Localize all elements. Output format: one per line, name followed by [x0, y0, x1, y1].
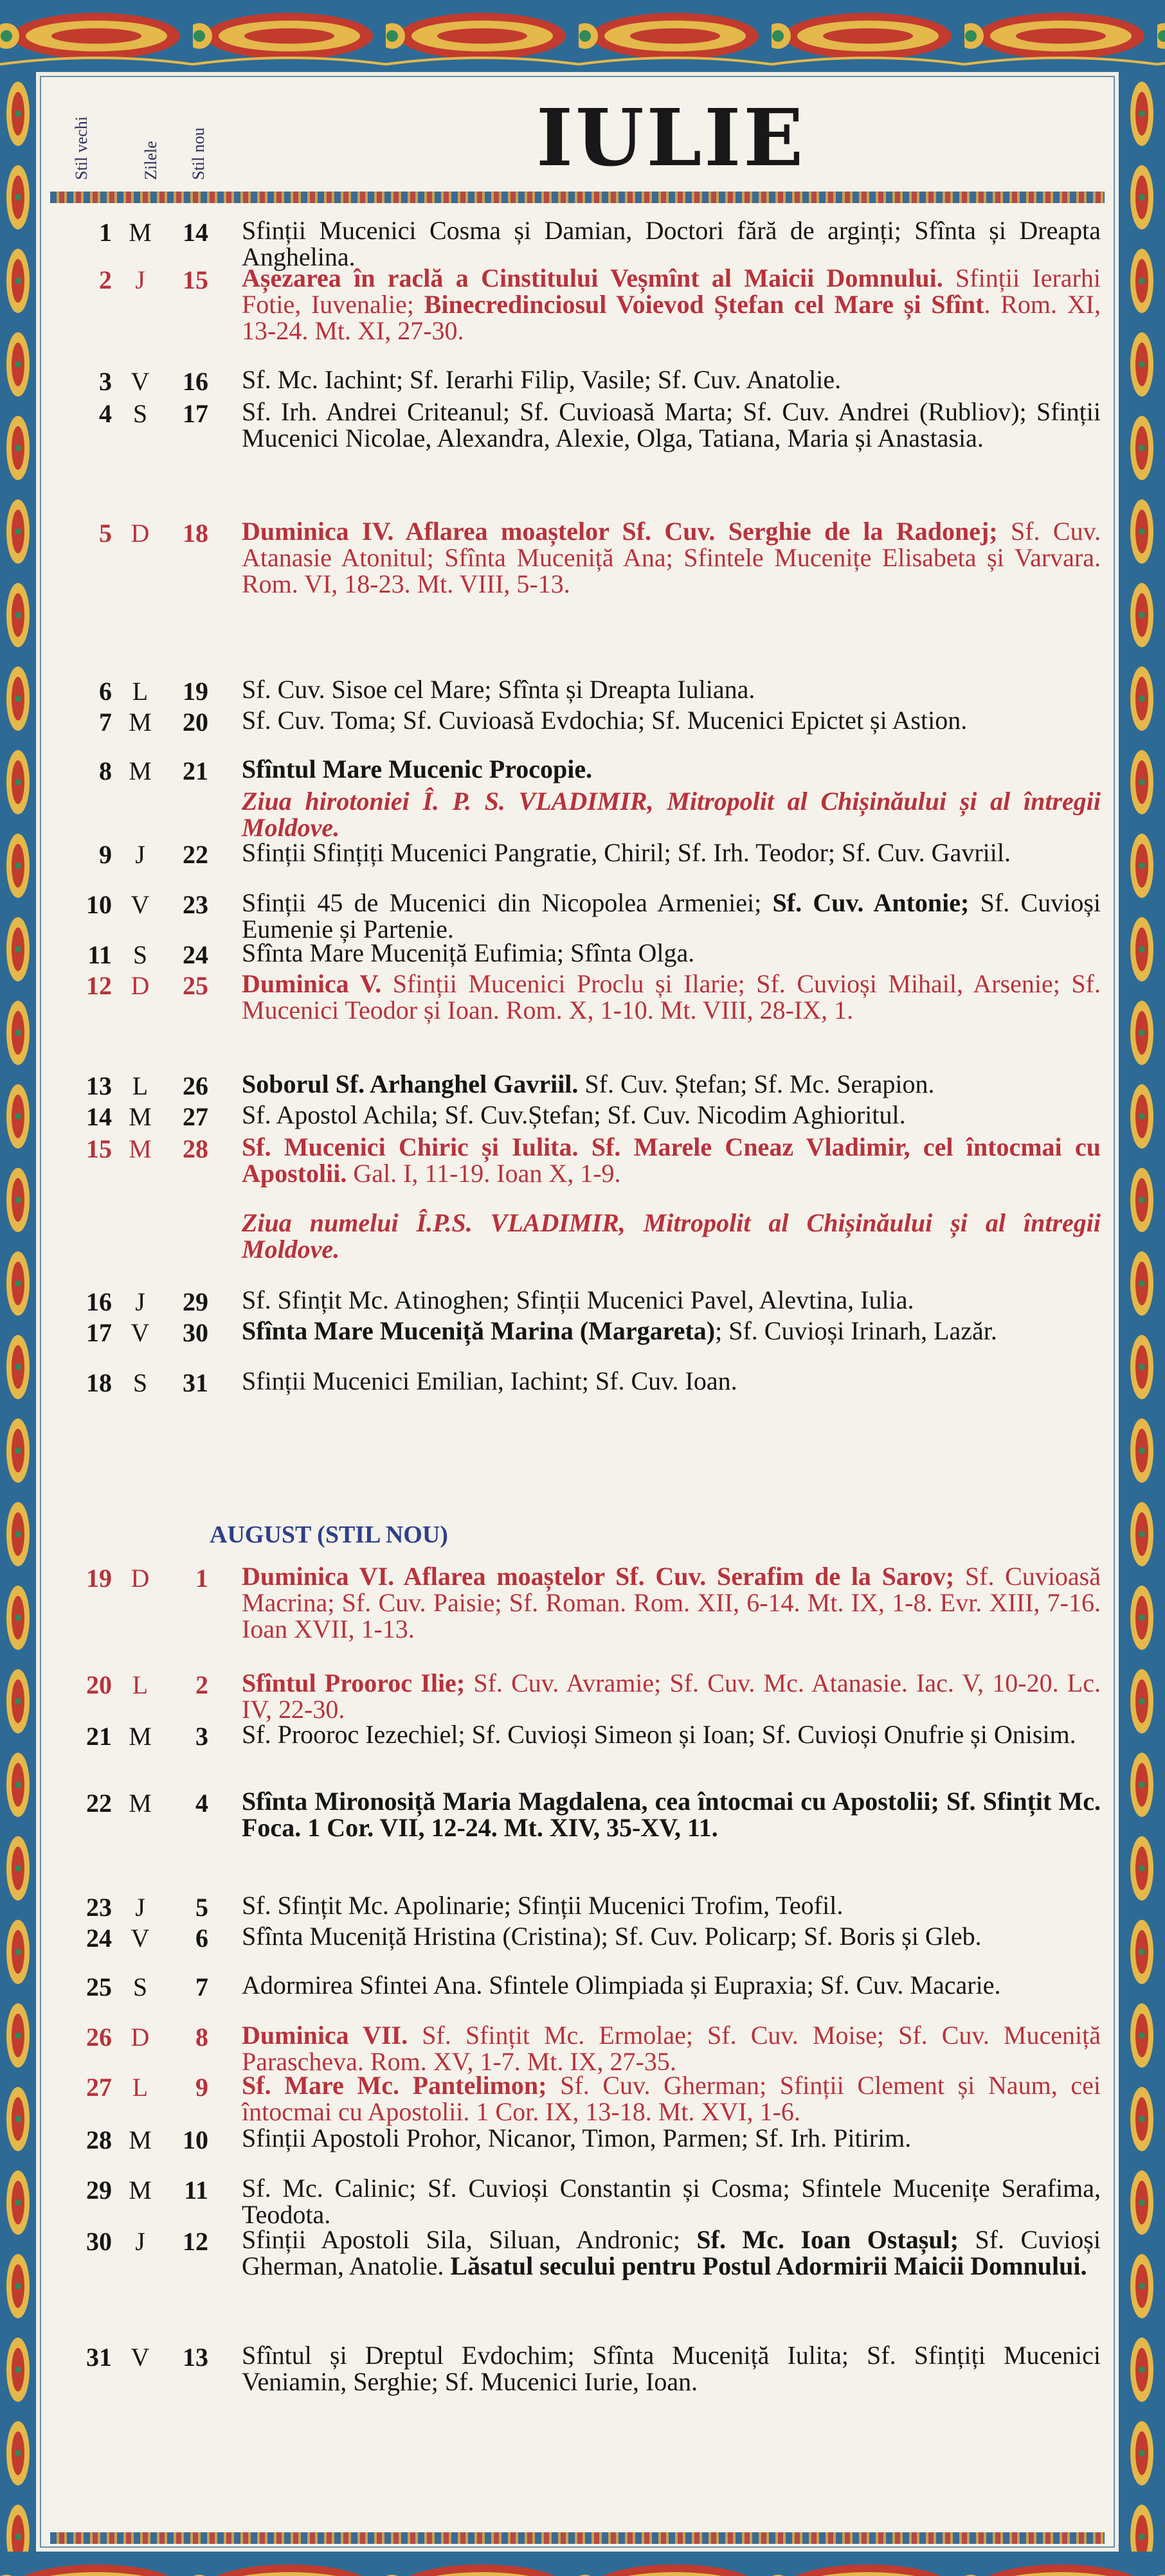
weekday-letter: V: [131, 367, 150, 396]
new-style-date: 17: [183, 399, 208, 428]
weekday-letter: J: [135, 840, 145, 869]
new-style-date: 10: [183, 2125, 208, 2154]
commemoration-text: [242, 366, 1101, 393]
old-style-date: 3: [99, 367, 112, 396]
weekday-letter: L: [132, 677, 149, 706]
commemoration-segment: Sf. Mare Mc. Pantelimon;: [242, 2071, 547, 2100]
ornamental-left-border: [0, 72, 36, 2552]
commemoration-segment: Sfinții Apostoli Prohor, Nicanor, Timon, Parmen; Sf. Irh. Pitirim.: [242, 2124, 912, 2152]
commemoration-segment: Așezarea în raclă a Cinstitului Veșmînt al Maicii Domnului.: [242, 264, 943, 292]
old-style-date: 11: [87, 940, 112, 969]
commemoration-segment: Sf. Cuvioasă Macrina; Sf. Cuv. Paisie; Sf. Roman. Rom. XII, 6-14. Mt. IX, 1-8. Evr. XIII, 7-16. Ioan XVII, 1-13.: [242, 1562, 1101, 1643]
weekday-letter: M: [129, 708, 152, 737]
weekday-letter: D: [131, 971, 150, 1000]
weekday-letter: L: [132, 1071, 149, 1100]
commemoration-segment: Sfinții Ierarhi Fotie, Iuvenalie;: [242, 264, 1101, 319]
new-style-date: 28: [183, 1134, 208, 1163]
new-style-date: 31: [183, 1368, 208, 1397]
commemoration-segment: Ziua numelui Î.P.S. VLADIMIR, Mitropolit al Chișinăului și al întregii Moldove.: [242, 1208, 1101, 1264]
new-style-date: 26: [183, 1071, 208, 1100]
commemoration-text: [242, 940, 1101, 966]
new-style-date: 23: [183, 890, 208, 919]
old-style-date: 7: [99, 708, 112, 737]
commemoration-segment: Gal. I, 11-19. Ioan X, 1-9.: [347, 1159, 621, 1188]
weekday-letter: L: [132, 1670, 149, 1699]
weekday-letter: D: [131, 2023, 150, 2052]
footer-divider: [50, 2532, 1105, 2544]
new-style-date: 2: [195, 1670, 208, 1699]
old-style-date: 9: [99, 840, 112, 869]
commemoration-segment: Sfinții Mucenici Emilian, Iachint; Sf. Cuv. Ioan.: [242, 1366, 737, 1395]
commemoration-text: [242, 788, 1101, 841]
old-style-date: 23: [86, 1893, 112, 1922]
weekday-letter: M: [129, 1722, 152, 1751]
ornament-vertical-icon: [1119, 72, 1165, 2552]
commemoration-segment: ; Sf. Cuvioși Irinarh, Lazăr.: [715, 1316, 997, 1345]
commemoration-segment: Sfinții Mucenici Proclu și Ilarie; Sf. Cuvioși Mihail, Arsenie; Sf. Mucenici Teodor și Ioan. Rom. X, 1-10. Mt. VIII, 28-IX, 1.: [242, 969, 1101, 1024]
commemoration-text: [242, 1892, 1101, 1919]
commemoration-text: [242, 676, 1101, 702]
commemoration-segment: Sfinții 45 de Mucenici din Nicopolea Armeniei;: [242, 888, 773, 917]
header-new-style: Stil nou: [189, 127, 208, 180]
old-style-date: 26: [86, 2023, 112, 2052]
new-style-date: 16: [183, 367, 208, 396]
ornamental-bottom-border: [0, 2552, 1165, 2576]
commemoration-text: [242, 1134, 1101, 1186]
new-style-date: 11: [184, 2176, 208, 2205]
header-old-style: Stil vechi: [72, 116, 91, 180]
commemoration-segment: Lăsatul secului pentru Postul Adormirii Maicii Domnului.: [450, 2251, 1087, 2280]
new-style-date: 5: [195, 1893, 208, 1922]
commemoration-text: [242, 518, 1101, 597]
commemoration-segment: Binecredinciosul Voievod Ștefan cel Mare și Sfînt: [424, 290, 984, 319]
weekday-letter: V: [131, 890, 150, 919]
commemoration-segment: Sfîntul Prooroc Ilie;: [242, 1668, 465, 1697]
new-style-date: 29: [183, 1287, 208, 1316]
ornament-pattern-icon: [0, 2552, 1165, 2576]
commemoration-segment: Sfînta Mare Muceniță Marina (Margareta): [242, 1316, 716, 1345]
commemoration-segment: Sf. Sfințit Mc. Apolinarie; Sfinții Mucenici Trofim, Teofil.: [242, 1891, 844, 1920]
new-style-date: 24: [183, 940, 208, 969]
new-style-date: 27: [183, 1102, 208, 1131]
weekday-letter: S: [132, 1972, 148, 2001]
commemoration-segment: Duminica V.: [242, 969, 382, 998]
new-style-date: 14: [183, 218, 208, 247]
old-style-date: 15: [86, 1134, 112, 1163]
weekday-letter: M: [129, 1789, 152, 1818]
commemoration-segment: Sf. Prooroc Iezechiel; Sf. Cuvioși Simeon și Ioan; Sf. Cuvioși Onufrie și Onisim.: [242, 1720, 1076, 1749]
new-style-date: 25: [183, 971, 208, 1000]
new-style-date: 4: [195, 1789, 208, 1818]
weekday-letter: S: [132, 1368, 148, 1397]
commemoration-segment: . Rom. XI, 13-24. Mt. XI, 27-30.: [242, 290, 1101, 345]
commemoration-segment: Sfîntul și Dreptul Evdochim; Sfînta Muceniță Iulita; Sf. Sfințiți Mucenici Veniamin, Serghie; Sf. Mucenici Iurie, Ioan.: [242, 2341, 1101, 2396]
old-style-date: 14: [86, 1102, 112, 1131]
weekday-letter: M: [129, 218, 152, 247]
commemoration-segment: Sfînta Muceniță Hristina (Cristina); Sf. Cuv. Policarp; Sf. Boris și Gleb.: [242, 1922, 982, 1951]
old-style-date: 19: [86, 1564, 112, 1593]
commemoration-segment: Sf. Mc. Iachint; Sf. Ierarhi Filip, Vasile; Sf. Cuv. Anatolie.: [242, 365, 842, 394]
old-style-date: 16: [86, 1287, 112, 1316]
commemoration-text: [242, 1287, 1101, 1313]
old-style-date: 13: [86, 1071, 112, 1100]
ornament-pattern-icon: [0, 0, 1165, 72]
calendar-sheet: [40, 76, 1115, 2548]
new-style-date: 20: [183, 708, 208, 737]
commemoration-segment: Sf. Cuv. Toma; Sf. Cuvioasă Evdochia; Sf. Mucenici Epictet și Astion.: [242, 706, 968, 735]
weekday-letter: V: [131, 1318, 150, 1347]
commemoration-text: [242, 265, 1101, 344]
old-style-date: 24: [86, 1924, 112, 1953]
commemoration-segment: Duminica IV. Aflarea moaștelor Sf. Cuv. Serghie de la Radonej;: [242, 517, 998, 546]
old-style-date: 2: [99, 265, 112, 294]
new-style-date: 15: [183, 265, 208, 294]
new-style-date: 9: [195, 2073, 208, 2102]
new-style-date: 21: [183, 756, 208, 785]
old-style-date: 21: [86, 1722, 112, 1751]
commemoration-segment: Sfînta Mironosiță Maria Magdalena, cea întocmai cu Apostolii; Sf. Sfințit Mc. Foca. 1 Cor. VII, 12-24. Mt. XIV, 35-XV, 11.: [242, 1787, 1101, 1842]
commemoration-segment: Sf. Cuv. Antonie;: [772, 888, 970, 917]
weekday-letter: D: [131, 519, 150, 548]
old-style-date: 29: [86, 2176, 112, 2205]
commemoration-text: [242, 1210, 1101, 1262]
commemoration-text: [242, 2342, 1101, 2395]
commemoration-text: [242, 1071, 1101, 1097]
ornamental-right-border: [1119, 72, 1165, 2552]
commemoration-segment: Sf. Cuvioși Gherman, Anatolie.: [242, 2225, 1101, 2280]
commemoration-text: [242, 217, 1101, 270]
commemoration-text: [242, 1972, 1101, 1998]
commemoration-text: [242, 707, 1101, 733]
commemoration-text: [242, 756, 1101, 782]
new-style-date: 7: [195, 1972, 208, 2001]
commemoration-text: [242, 1670, 1101, 1722]
commemoration-segment: Sf. Mucenici Chiric și Iulita. Sf. Marele Cneaz Vladimir, cel întocmai cu Apostolii.: [242, 1132, 1101, 1188]
new-style-date: 3: [195, 1722, 208, 1751]
ornamental-top-border: [0, 0, 1165, 72]
commemoration-segment: Duminica VI. Aflarea moaștelor Sf. Cuv. Serafim de la Sarov;: [242, 1562, 955, 1591]
commemoration-segment: Sfinții Sfințiți Mucenici Pangratie, Chiril; Sf. Irh. Teodor; Sf. Cuv. Gavriil.: [242, 838, 1011, 867]
commemoration-segment: Ziua hirotoniei Î. P. S. VLADIMIR, Mitropolit al Chișinăului și al întregii Moldove.: [242, 787, 1101, 842]
commemoration-text: [242, 1563, 1101, 1642]
old-style-date: 22: [86, 1789, 112, 1818]
header-divider: [50, 192, 1105, 203]
weekday-letter: J: [135, 1893, 145, 1922]
commemoration-segment: Sf. Cuv. Gherman; Sfinții Clement și Naum, cei întocmai cu Apostolii. 1 Cor. IX, 13-18. Mt. XVI, 1-6.: [242, 2071, 1101, 2126]
commemoration-segment: Sf. Mc. Calinic; Sf. Cuvioși Constantin și Cosma; Sfintele Mucenițe Serafima, Teodota.: [242, 2174, 1101, 2229]
weekday-letter: J: [135, 265, 145, 294]
commemoration-segment: Sfinții Mucenici Cosma și Damian, Doctori fără de arginți; Sfînta și Dreapta Anghelina.: [242, 216, 1101, 271]
new-style-date: 19: [183, 677, 208, 706]
weekday-letter: M: [129, 756, 152, 785]
weekday-letter: M: [129, 2125, 152, 2154]
commemoration-segment: Sf. Cuv. Ștefan; Sf. Mc. Serapion.: [578, 1069, 935, 1098]
weekday-letter: M: [129, 2176, 152, 2205]
old-style-date: 12: [86, 971, 112, 1000]
old-style-date: 4: [99, 399, 112, 428]
new-style-date: 6: [195, 1924, 208, 1953]
commemoration-text: [242, 970, 1101, 1023]
header-days: Zilele: [141, 141, 160, 180]
weekday-letter: L: [132, 2073, 149, 2102]
old-style-date: 25: [86, 1972, 112, 2001]
commemoration-segment: Adormirea Sfintei Ana. Sfintele Olimpiada și Eupraxia; Sf. Cuv. Macarie.: [242, 1971, 1001, 1999]
commemoration-segment: Sf. Cuv. Avramie; Sf. Cuv. Mc. Atanasie. Iac. V, 10-20. Lc. IV, 22-30.: [242, 1668, 1101, 1724]
commemoration-segment: Sfînta Mare Muceniță Eufimia; Sfînta Olga.: [242, 938, 695, 967]
new-style-date: 22: [183, 840, 208, 869]
commemoration-segment: Sfinții Apostoli Sila, Siluan, Andronic;: [242, 2225, 697, 2254]
weekday-letter: S: [132, 399, 148, 428]
new-style-date: 30: [183, 1318, 208, 1347]
old-style-date: 10: [86, 890, 112, 919]
commemoration-segment: Sf. Sfințit Mc. Ermolae; Sf. Cuv. Moise; Sf. Cuv. Muceniță Parascheva. Rom. XV, 1-7. Mt. IX, 27-35.: [242, 2021, 1101, 2076]
commemoration-text: [242, 1318, 1101, 1344]
commemoration-segment: Sf. Cuvioși Eumenie și Partenie.: [242, 888, 1101, 944]
commemoration-text: [242, 2175, 1101, 2228]
commemoration-text: [242, 1788, 1101, 1841]
commemoration-segment: Sf. Apostol Achila; Sf. Cuv.Ștefan; Sf. Cuv. Nicodim Aghioritul.: [242, 1100, 906, 1129]
commemoration-segment: Sf. Cuv. Atanasie Atonitul; Sfînta Muceniță Ana; Sfintele Mucenițe Elisabeta și Varvara. Rom. VI, 18-23. Mt. VIII, 5-13.: [242, 517, 1101, 598]
commemoration-text: [242, 839, 1101, 866]
commemoration-text: [242, 890, 1101, 942]
commemoration-text: [242, 2072, 1101, 2125]
commemoration-segment: Sf. Mc. Ioan Ostașul;: [696, 2225, 959, 2254]
old-style-date: 31: [86, 2343, 112, 2372]
weekday-letter: D: [131, 1564, 150, 1593]
month-title: IULIE: [536, 91, 806, 184]
august-section-heading: AUGUST (STIL NOU): [210, 1521, 448, 1548]
commemoration-text: [242, 1721, 1101, 1748]
commemoration-text: [242, 1923, 1101, 1949]
weekday-letter: M: [129, 1102, 152, 1131]
old-style-date: 20: [86, 1670, 112, 1699]
new-style-date: 13: [183, 2343, 208, 2372]
commemoration-text: [242, 2226, 1101, 2279]
old-style-date: 8: [99, 756, 112, 785]
commemoration-text: [242, 1368, 1101, 1394]
old-style-date: 18: [86, 1368, 112, 1397]
weekday-letter: J: [135, 1287, 145, 1316]
commemoration-segment: Soborul Sf. Arhanghel Gavriil.: [242, 1069, 579, 1098]
commemoration-segment: Duminica VII.: [242, 2021, 408, 2050]
old-style-date: 6: [99, 677, 112, 706]
old-style-date: 5: [99, 519, 112, 548]
weekday-letter: J: [135, 2227, 145, 2256]
old-style-date: 27: [86, 2073, 112, 2102]
commemoration-segment: Sfîntul Mare Mucenic Procopie.: [242, 755, 593, 783]
commemoration-text: [242, 1102, 1101, 1128]
commemoration-segment: Sf. Cuv. Sisoe cel Mare; Sfînta și Dreapta Iuliana.: [242, 675, 755, 704]
new-style-date: 18: [183, 519, 208, 548]
weekday-letter: S: [132, 940, 148, 969]
ornament-vertical-icon: [0, 72, 36, 2552]
new-style-date: 12: [183, 2227, 208, 2256]
commemoration-text: [242, 2125, 1101, 2151]
weekday-letter: V: [131, 2343, 150, 2372]
weekday-letter: V: [131, 1924, 150, 1953]
old-style-date: 1: [99, 218, 112, 247]
new-style-date: 8: [195, 2023, 208, 2052]
new-style-date: 1: [195, 1564, 208, 1593]
weekday-letter: M: [129, 1134, 152, 1163]
old-style-date: 28: [86, 2125, 112, 2154]
commemoration-text: [242, 2022, 1101, 2075]
commemoration-segment: Sf. Irh. Andrei Criteanul; Sf. Cuvioasă Marta; Sf. Cuv. Andrei (Rubliov); Sfinții Mucenici Nicolae, Alexandra, Alexie, Olga, Tatiana, Maria și Anastasia.: [242, 397, 1101, 452]
commemoration-segment: Sf. Sfințit Mc. Atinoghen; Sfinții Mucenici Pavel, Alevtina, Iulia.: [242, 1285, 914, 1314]
commemoration-text: [242, 398, 1101, 451]
old-style-date: 17: [86, 1318, 112, 1347]
old-style-date: 30: [86, 2227, 112, 2256]
